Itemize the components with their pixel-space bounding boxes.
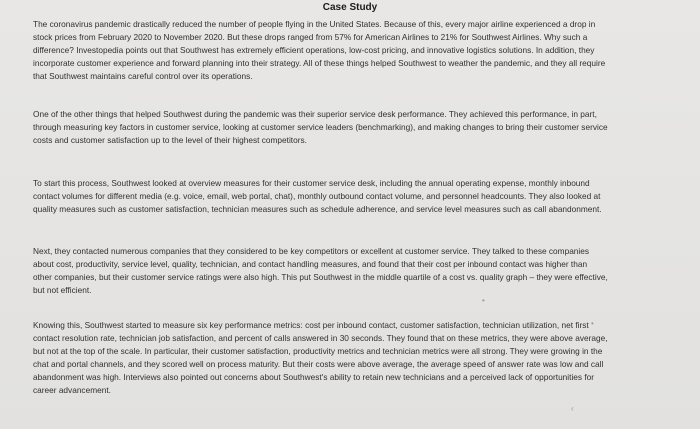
scan-mark: ‹ <box>571 404 574 413</box>
paragraph-4: Next, they contacted numerous companies that they considered to be key competitors or excellent at customer service. They talked to these companies about cost, productivity, service level, quality, technician, and contact handling measures, and found that their cost per inbound contact was higher than other companies, but their customer service ratings were also high. This put Southwest in the middle quartile of a cost vs. quality graph – they were effective, but not efficient. <box>33 246 608 296</box>
scan-mark: • <box>591 319 594 328</box>
page-title: Case Study <box>322 2 378 13</box>
paragraph-1: The coronavirus pandemic drastically reduced the number of people flying in the United States. Because of this, every major airline experienced a drop in stock prices from February 2020 to November 2020. But these drops ranged from 57% for American Airlines to 21% for Southwest Airlines. Why such a difference? Investopedia points out that Southwest has extremely efficient operations, low-cost pricing, and innovative logistics solutions. In addition, they incorporate customer experience and forward planning into their strategy. All of these things helped Southwest to weather the pandemic, and they all require that Southwest maintains careful control over its operations. <box>33 19 606 82</box>
paragraph-3: To start this process, Southwest looked at overview measures for their customer service desk, including the annual operating expense, monthly inbound contact volumes for different media (e.g. voice, email, web portal, chat), monthly outbound contact volume, and personnel headcounts. They also looked at quality measures such as customer satisfaction, technician measures such as schedule adherence, and service level measures such as call abandonment. <box>33 178 602 215</box>
scan-mark: • <box>482 296 485 305</box>
paragraph-2: One of the other things that helped Southwest during the pandemic was their superior service desk performance. They achieved this performance, in part, through measuring key factors in customer service, looking at customer service leaders (benchmarking), and making changes to bring their customer service costs and customer satisfaction up to the level of their highest competitors. <box>33 109 608 146</box>
paragraph-5: Knowing this, Southwest started to measure six key performance metrics: cost per inbound contact, customer satisfaction, technician utilization, net first contact resolution rate, technician job satisfaction, and percent of calls answered in 30 seconds. They found that on these metrics, they were above average, but not at the top of the scale. In particular, their customer satisfaction, productivity metrics and technician metrics were all strong. They were growing in the chat and portal channels, and they scored well on process maturity. But their costs were above average, the average speed of answer rate was low and call abandonment was high. Interviews also pointed out concerns about Southwest's ability to retain new technicians and a perceived lack of opportunities for career advancement. <box>33 320 608 396</box>
